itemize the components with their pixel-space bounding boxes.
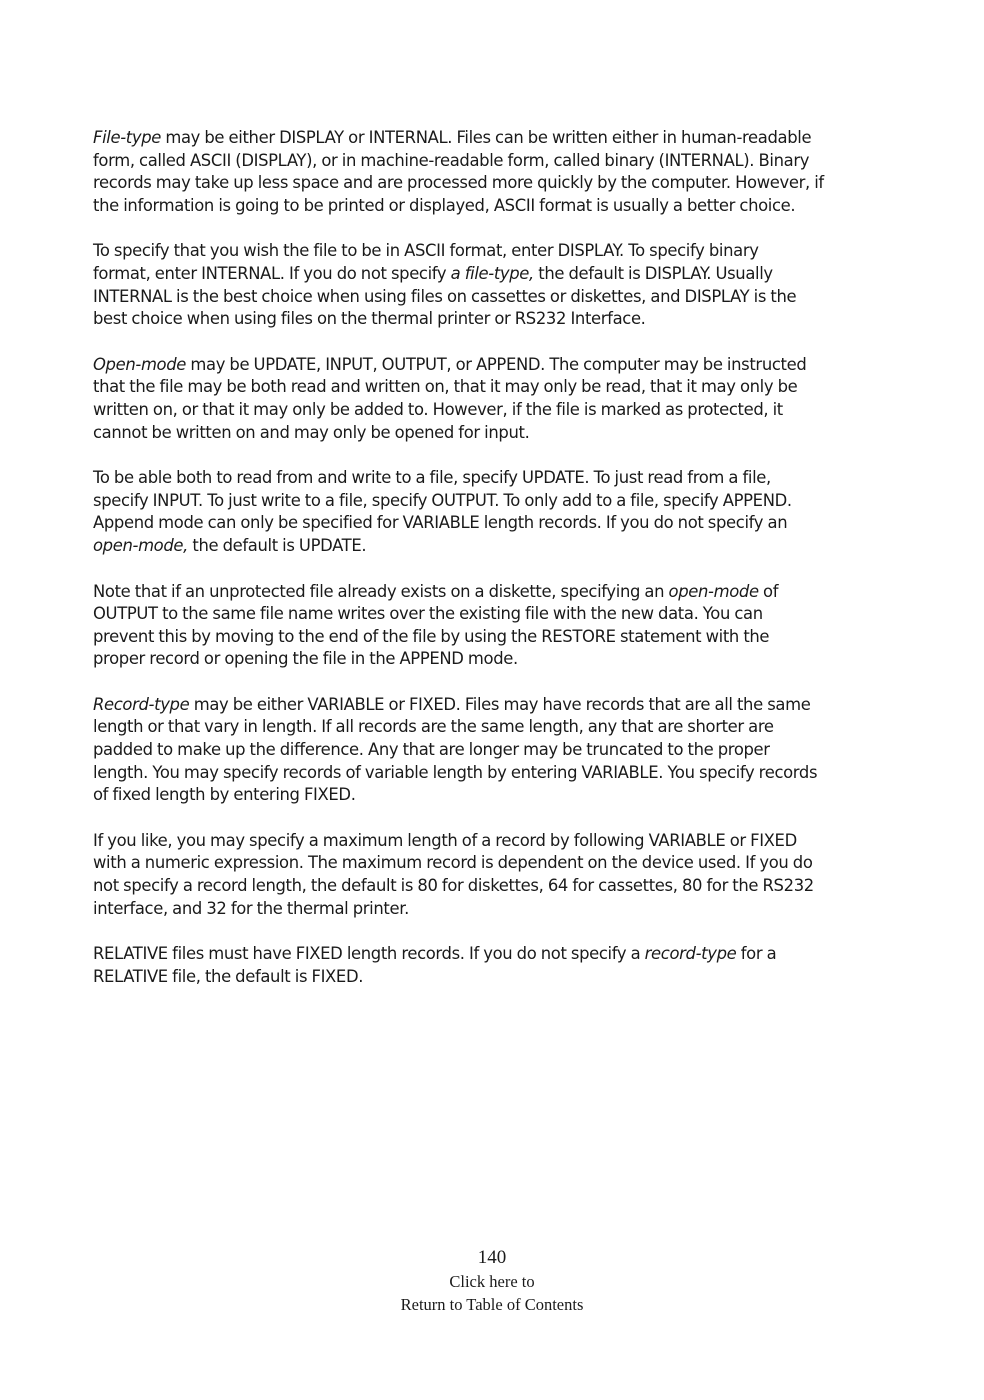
paragraph-text: the default is DISPLAY. Usually INTERNAL is the best choice when using files on cassettes or diskettes, and DISPLAY is the best choice when using files on the thermal printer or RS232 Interface.	[93, 263, 797, 329]
paragraph-file-type-usage	[93, 240, 893, 330]
term-open-mode-ref: open-mode	[668, 581, 759, 601]
paragraph-text: To be able both to read from and write to a file, specify UPDATE. To just read from a file, specify INPUT. To just write to a file, specify OUTPUT. To only add to a file, specify APPEND. Append mode can only be specified for VARIABLE length records. If you do not specify an	[93, 468, 792, 533]
term-record-type-ref: record-type	[644, 944, 737, 964]
paragraph-file-type	[93, 127, 893, 217]
page-footer	[0, 1246, 984, 1316]
paragraph-text: may be either DISPLAY or INTERNAL. Files can be written either in human-readable form, called ASCII (DISPLAY), or in machine-readable form, called binary (INTERNAL). Binary records may take up less space and are processed more quickly by the computer. However, if the information is going to be printed or displayed, ASCII format is usually a better choice.	[93, 128, 824, 215]
paragraph-record-type	[93, 694, 893, 807]
term-open-mode: Open-mode	[93, 354, 187, 374]
toc-link-line-1[interactable]: Click here to	[449, 1272, 535, 1291]
paragraph-text: may be UPDATE, INPUT, OUTPUT, or APPEND. The computer may be instructed that the file may be both read and written on, that it may only be read, that it may only be written on, or that it may only be added to. However, if the file is marked as protected, it cannot be written on and may only be opened for input.	[93, 354, 807, 442]
term-file-type: File-type	[93, 128, 161, 147]
term-record-type: Record-type	[93, 694, 190, 714]
toc-link-line-2[interactable]: Return to Table of Contents	[400, 1295, 584, 1314]
page-body	[93, 127, 893, 1011]
paragraph-text: may be either VARIABLE or FIXED. Files may have records that are all the same length or that vary in length. If all records are the same length, any that are shorter are padded to make up the difference. Any that are longer may be truncated to the proper length. You may specify records of variable length by entering VARIABLE. You specify records of fixed length by entering FIXED.	[93, 694, 818, 805]
paragraph-relative-files	[93, 943, 893, 988]
term-file-type-ref: a file-type,	[450, 263, 534, 283]
page-number: 140	[477, 1247, 507, 1268]
paragraph-text: of OUTPUT to the same file name writes over the existing file with the new data. You can prevent this by moving to the end of the file by using the RESTORE statement with the proper record or opening the file in the APPEND mode.	[93, 581, 779, 669]
paragraph-text: To specify that you wish the file to be in ASCII format, enter DISPLAY. To specify binary format, enter INTERNAL. If you do not specify	[93, 241, 759, 283]
paragraph-open-mode-usage	[93, 467, 893, 557]
paragraph-overwrite-note	[93, 581, 893, 671]
paragraph-text: RELATIVE files must have FIXED length records. If you do not specify a	[93, 944, 645, 964]
term-open-mode-ref: open-mode,	[93, 535, 189, 555]
paragraph-text: If you like, you may specify a maximum length of a record by following VARIABLE or FIXED with a numeric expression. The maximum record is dependent on the device used. If you do not specify a record length, the default is 80 for diskettes, 64 for cassettes, 80 for the RS232 interface, and 32 for the thermal printer.	[93, 830, 814, 918]
paragraph-record-length	[93, 830, 893, 920]
paragraph-text: Note that if an unprotected file already exists on a diskette, specifying an	[93, 581, 669, 601]
paragraph-text: for a RELATIVE file, the default is FIXED.	[93, 944, 777, 986]
paragraph-open-mode	[93, 354, 893, 444]
paragraph-text: the default is UPDATE.	[188, 535, 367, 555]
